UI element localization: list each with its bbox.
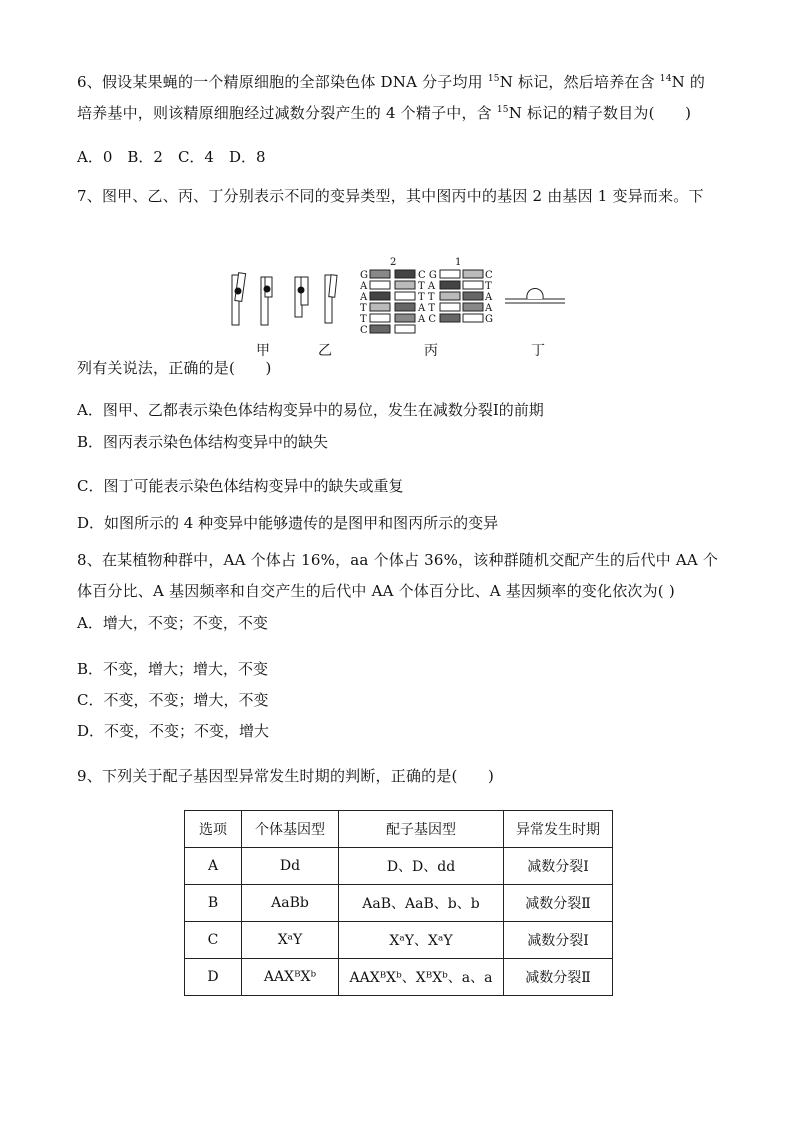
dna-segment	[463, 314, 483, 322]
dna-base-left: C	[360, 325, 368, 336]
fig-bing-dna	[359, 257, 493, 336]
dna-segment	[370, 292, 390, 300]
dna-segment	[463, 270, 483, 278]
fig-label-bing: 丙	[424, 343, 438, 359]
cell: AAXᴮXᵇ、XᴮXᵇ、a、a	[339, 959, 504, 996]
dna-base-mid: C G	[418, 270, 437, 281]
dna-base-right: A	[485, 303, 493, 314]
dna-base-mid: T A	[418, 281, 436, 292]
dna-base-right: C	[485, 270, 493, 281]
header-option: 选项	[185, 811, 242, 848]
q7-line1: 7、图甲、乙、丙、丁分别表示不同的变异类型，其中图丙中的基因 2 由基因 1 变异而来。下	[77, 187, 704, 205]
q6-options: A．0 B．2 C．4 D．8	[77, 148, 266, 166]
dna-segment	[463, 303, 483, 311]
dna-base-mid: A C	[418, 314, 437, 325]
table-row	[185, 885, 613, 922]
cell: D	[185, 959, 242, 996]
cell: AaB、AaB、b、b	[339, 885, 504, 922]
cell: Dd	[242, 848, 339, 885]
dna-segment	[370, 270, 390, 278]
q7-option-a: A．图甲、乙都表示染色体结构变异中的易位，发生在减数分裂Ⅰ的前期	[77, 401, 544, 419]
gene-label-1: 1	[455, 257, 462, 268]
cell: XᵃY	[242, 922, 339, 959]
q8-line1: 8、在某植物种群中，AA 个体占 16%，aa 个体占 36%，该种群随机交配产生的后代中 AA 个	[77, 551, 719, 569]
dna-segment	[370, 303, 390, 311]
genotype-table	[184, 810, 613, 996]
gene-label-2: 2	[390, 257, 397, 268]
cell: 减数分裂Ⅱ	[504, 885, 613, 922]
dna-segment	[463, 292, 483, 300]
q6-line2: 培养基中，则该精原细胞经过减数分裂产生的 4 个精子中，含 $^{15}$N 标记的精子数目为( )	[77, 104, 692, 122]
cell: 减数分裂Ⅰ	[504, 848, 613, 885]
dna-segment	[370, 325, 390, 333]
q6-line1: 6、假设某果蝇的一个精原细胞的全部染色体 DNA 分子均用 $^{15}$N 标记，然后培养在含 $^{14}$N 的	[77, 73, 706, 91]
dna-segment	[395, 325, 415, 333]
dna-base-left: T	[360, 303, 367, 314]
dna-segment	[440, 314, 460, 322]
dna-segment	[395, 314, 415, 322]
fig-jia-chromosomes	[232, 273, 272, 325]
q8-option-d: D．不变，不变；不变，增大	[77, 722, 270, 740]
dna-segment	[440, 270, 460, 278]
cell: AaBb	[242, 885, 339, 922]
table-row	[185, 922, 613, 959]
q8-option-c: C．不变，不变；增大，不变	[77, 691, 269, 709]
table-row	[185, 848, 613, 885]
q8-option-a: A．增大，不变；不变，不变	[77, 614, 268, 632]
cell: 减数分裂Ⅱ	[504, 959, 613, 996]
q7-line2: 列有关说法，正确的是( )	[77, 359, 272, 377]
q8-option-b: B．不变，增大；增大，不变	[77, 660, 269, 678]
header-gamete-genotype: 配子基因型	[339, 811, 504, 848]
cell: D、D、dd	[339, 848, 504, 885]
dna-base-right: T	[485, 281, 492, 292]
fig-label-jia: 甲	[256, 343, 270, 359]
dna-base-left: A	[360, 292, 368, 303]
table-row	[185, 959, 613, 996]
q8-line2: 体百分比、A 基因频率和自交产生的后代中 AA 个体百分比、A 基因频率的变化依次为( )	[77, 582, 675, 600]
dna-segment	[370, 314, 390, 322]
dna-base-right: A	[485, 292, 493, 303]
dna-segment	[395, 292, 415, 300]
fig-yi-chromosomes	[295, 275, 337, 323]
cell: C	[185, 922, 242, 959]
dna-segment	[395, 281, 415, 289]
q7-option-b: B．图丙表示染色体结构变异中的缺失	[77, 433, 329, 451]
header-individual-genotype: 个体基因型	[242, 811, 339, 848]
cell: B	[185, 885, 242, 922]
cell: XᵃY、XᵃY	[339, 922, 504, 959]
fig-label-ding: 丁	[531, 343, 545, 359]
dna-base-left: G	[360, 270, 368, 281]
variation-figure	[225, 255, 575, 355]
cell: 减数分裂Ⅰ	[504, 922, 613, 959]
header-abnormal-period: 异常发生时期	[504, 811, 613, 848]
dna-segment	[395, 270, 415, 278]
dna-segment	[370, 281, 390, 289]
dna-base-mid: A T	[418, 303, 436, 314]
q7-option-d: D．如图所示的 4 种变异中能够遗传的是图甲和图丙所示的变异	[77, 514, 499, 532]
dna-segment	[440, 292, 460, 300]
cell: A	[185, 848, 242, 885]
cell: AAXᴮXᵇ	[242, 959, 339, 996]
dna-segment	[440, 303, 460, 311]
dna-segment	[440, 281, 460, 289]
table-header-row	[185, 811, 613, 848]
dna-segment	[395, 303, 415, 311]
dna-base-left: T	[360, 314, 367, 325]
q7-option-c: C．图丁可能表示染色体结构变异中的缺失或重复	[77, 477, 404, 495]
fig-ding-loop	[505, 289, 565, 304]
fig-label-yi: 乙	[318, 343, 332, 359]
dna-base-left: A	[360, 281, 368, 292]
dna-segment	[463, 281, 483, 289]
dna-base-right: G	[485, 314, 493, 325]
dna-base-mid: T T	[418, 292, 435, 303]
q9-line1: 9、下列关于配子基因型异常发生时期的判断，正确的是( )	[77, 767, 495, 785]
